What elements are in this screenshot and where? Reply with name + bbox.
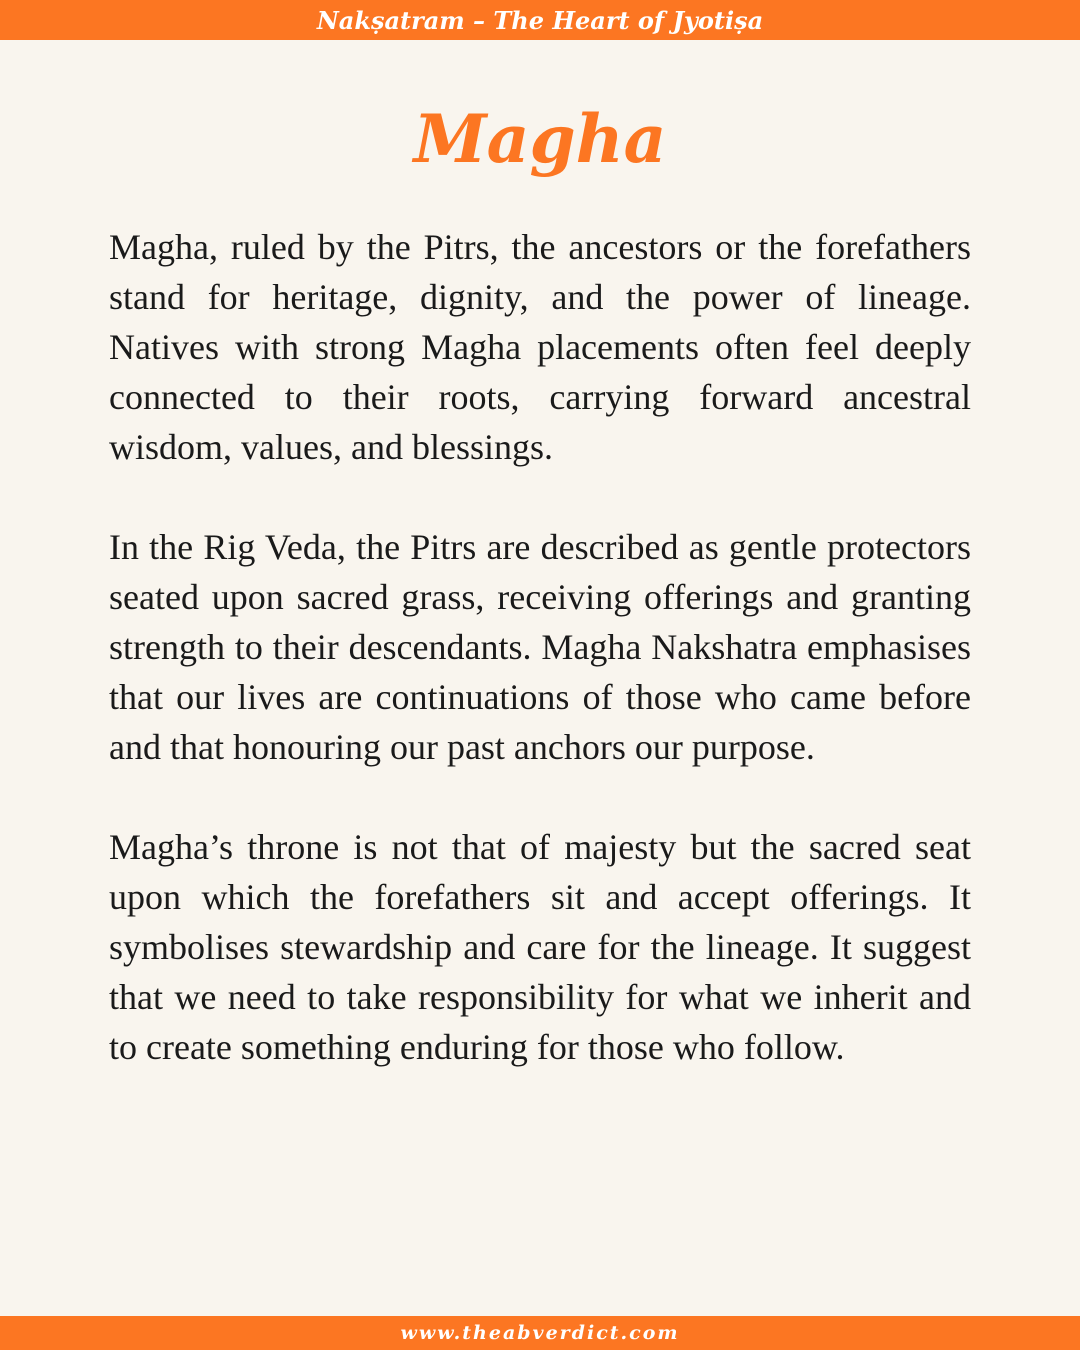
website-link[interactable]: www.theabverdict.com — [400, 1322, 680, 1344]
footer-banner — [0, 1316, 1080, 1350]
header-banner — [0, 0, 1080, 40]
page-title: Magha — [413, 100, 667, 178]
paragraph-2: In the Rig Veda, the Pitrs are described as gentle protectors seated upon sacred grass, receiving offerings and granting strength to their descendants. Magha Nakshatra emphasises that our lives are continuations of those who came before and that honouring our past anchors our purpose. — [109, 527, 971, 767]
paragraph-3: Magha’s throne is not that of majesty but the sacred seat upon which the forefathers sit and accept offerings. It symbolises stewardship and care for the lineage. It suggest that we need to take responsibility for what we inherit and to create something enduring for those who follow. — [109, 827, 971, 1067]
paragraph-1: Magha, ruled by the Pitrs, the ancestors or the forefathers stand for heritage, dignity, and the power of lineage. Natives with strong Magha placements often feel deeply connected to their roots, carrying forward ancestral wisdom, values, and blessings. — [109, 227, 971, 467]
header-banner-text: Nakṣatram – The Heart of Jyotiṣa — [316, 5, 764, 35]
article-body — [109, 222, 971, 1072]
